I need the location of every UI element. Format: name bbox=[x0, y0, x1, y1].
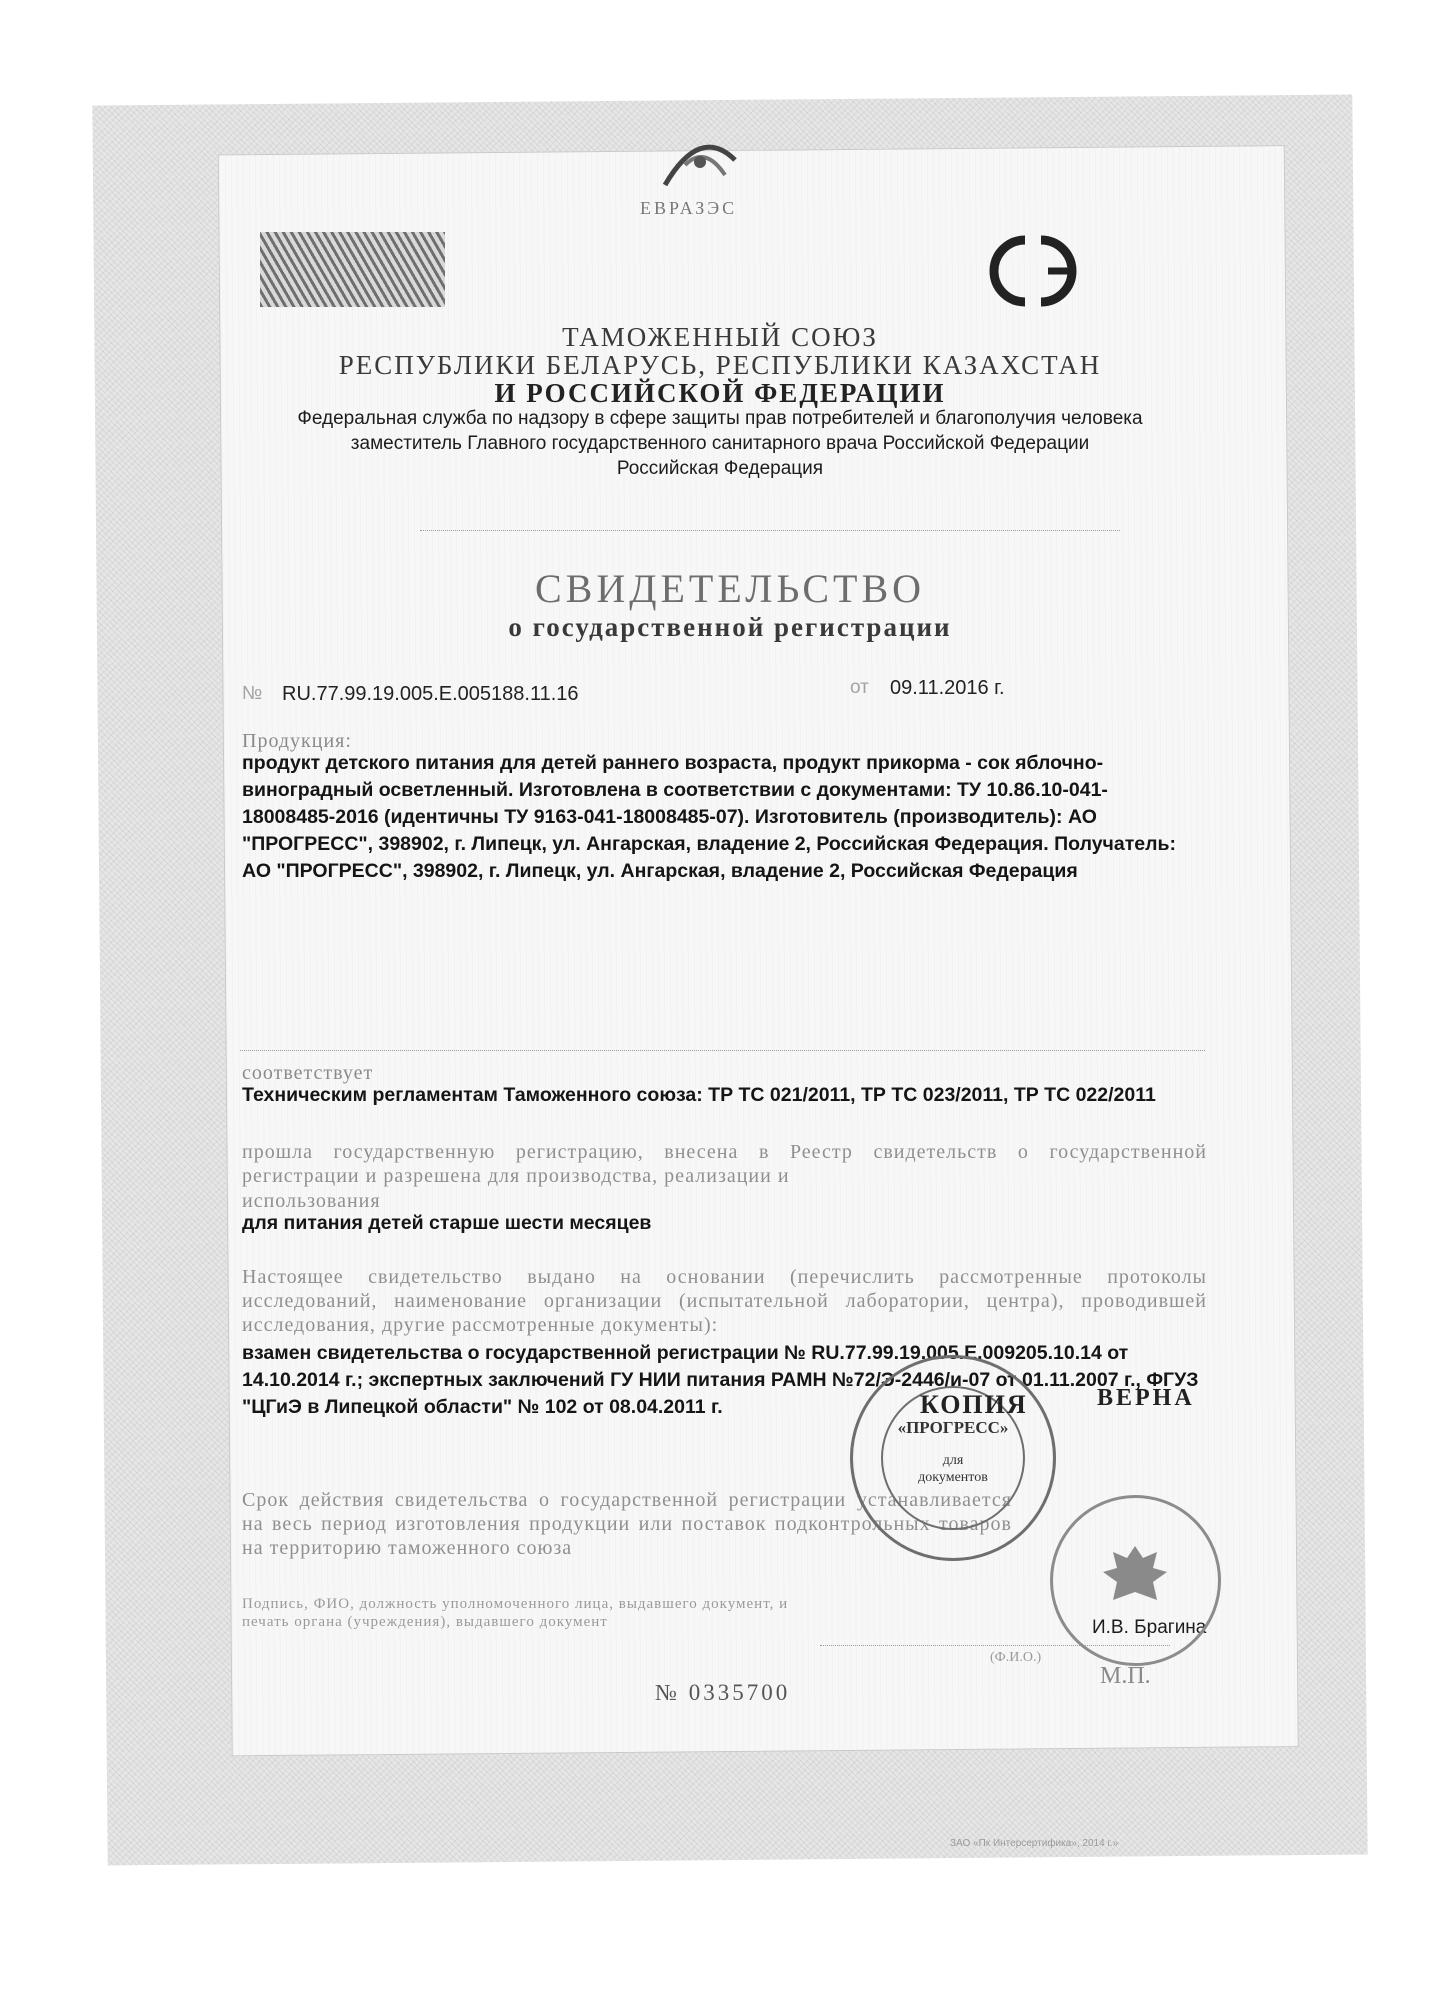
eurasec-emblem-icon bbox=[655, 130, 745, 200]
copy-stamp-org: «ПРОГРЕСС» bbox=[897, 1418, 1009, 1437]
validity-text: Срок действия свидетельства о государственной регистрации устанавливается на весь период изготовления продукции или поставок подконтрольных товаров на территорию таможенного союза bbox=[242, 1489, 1012, 1559]
authority-line1: Федеральная служба по надзору в сфере защиты прав потребителей и благополучия человека bbox=[297, 408, 1143, 429]
certificate-subtitle: о государственной регистрации bbox=[508, 612, 952, 642]
double-eagle-icon bbox=[1095, 1538, 1175, 1618]
authority-line2: заместитель Главного государственного санитарного врача Российской Федерации bbox=[350, 433, 1090, 454]
seal-place-mark: М.П. bbox=[1100, 1663, 1151, 1689]
product-description: продукт детского питания для детей раннего возраста, продукт прикорма - сок яблочно-виноградный осветленный. Изготовлена в соответствии с документами: ТУ 10.86.10-041-18008485-2016 (идентичны ТУ 9163-041-18008485-07). Изготовитель (производитель): АО "ПРОГРЕСС", 398902, г. Липецк, ул. Ангарская, владение 2, Российская Федерация. Получатель: АО "ПРОГРЕСС", 398902, г. Липецк, ул. Ангарская, владение 2, Российская Федерация bbox=[242, 752, 1176, 882]
emblem-caption: ЕВРАЗЭС bbox=[640, 198, 738, 218]
copy-stamp-verified-word: ВЕРНА bbox=[1097, 1385, 1195, 1411]
product-label: Продукция: bbox=[242, 730, 352, 752]
header-divider bbox=[420, 530, 1120, 531]
registration-statement: прошла государственную регистрацию, внесена в Реестр свидетельств о государственной регистрации и разрешена для производства, реализации и bbox=[242, 1141, 1207, 1187]
copy-stamp bbox=[850, 1355, 1056, 1561]
eac-mark-icon bbox=[978, 232, 1088, 310]
usage-label: использования bbox=[242, 1190, 381, 1212]
state-seal bbox=[1050, 1495, 1221, 1666]
copy-stamp-for-line1: для bbox=[942, 1453, 964, 1468]
registration-date: 09.11.2016 г. bbox=[890, 677, 1005, 699]
signatory-name-caption: (Ф.И.О.) bbox=[990, 1650, 1042, 1665]
registration-number: RU.77.99.19.005.E.005188.11.16 bbox=[282, 683, 579, 705]
hologram-patch bbox=[260, 232, 445, 307]
serial-number: № 0335700 bbox=[655, 1680, 791, 1705]
product-divider bbox=[240, 1050, 1205, 1051]
registration-number-label: № bbox=[242, 683, 263, 704]
usage-text: для питания детей старше шести месяцев bbox=[242, 1212, 652, 1234]
basis-text: взамен свидетельства о государственной регистрации № RU.77.99.19.005.E.009205.10.14 от 14.10.2014 г.; экспертных заключений ГУ НИИ питания РАМН №72/Э-2446/и-07 от 01.11.2007 г., ФГУЗ "ЦГиЭ в Липецкой области" № 102 от 08.04.2011 г. bbox=[242, 1342, 1199, 1418]
union-heading-line1: ТАМОЖЕННЫЙ СОЮЗ bbox=[562, 322, 878, 352]
footer-small-print: ЗАО «Пк Интерсертифика», 2014 г.» bbox=[950, 1838, 1119, 1849]
union-heading-line3: И РОССИЙСКОЙ ФЕДЕРАЦИИ bbox=[494, 378, 946, 408]
copy-stamp-copy-word: КОПИЯ bbox=[920, 1390, 1028, 1419]
copy-stamp-for-line2: документов bbox=[918, 1470, 988, 1485]
signatory-name: И.В. Брагина bbox=[1092, 1617, 1207, 1638]
conformity-text: Техническим регламентам Таможенного союза: ТР ТС 021/2011, ТР ТС 023/2011, ТР ТС 022/2011 bbox=[242, 1084, 1156, 1106]
certificate-title: СВИДЕТЕЛЬСТВО bbox=[534, 566, 926, 611]
basis-label: Настоящее свидетельство выдано на основании (перечислить рассмотренные протоколы исследований, наименование организации (испытательной лаборатории, центра), проводившей исследования, другие рассмотренные документы): bbox=[242, 1266, 1207, 1336]
registration-date-label: от bbox=[850, 677, 869, 698]
signature-label: Подпись, ФИО, должность уполномоченного лица, выдавшего документ, и печать органа (учреждения), выдавшего документ bbox=[242, 1596, 789, 1630]
authority-line3: Российская Федерация bbox=[616, 458, 824, 479]
conformity-label: соответствует bbox=[242, 1062, 374, 1084]
union-heading-line2: РЕСПУБЛИКИ БЕЛАРУСЬ, РЕСПУБЛИКИ КАЗАХСТАН bbox=[338, 350, 1102, 380]
